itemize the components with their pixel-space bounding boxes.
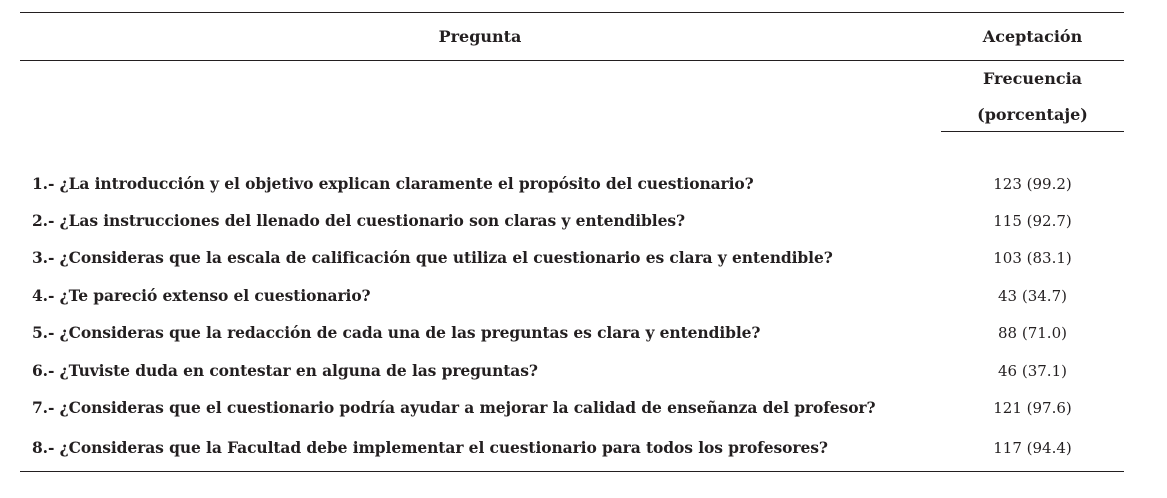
- table-row: [0, 174, 1167, 198]
- acceptance-value: 117 (94.4): [993, 439, 1072, 457]
- table-row: [0, 286, 1167, 310]
- question-text: 4.- ¿Te pareció extenso el cuestionario?: [32, 286, 371, 305]
- acceptance-value: 103 (83.1): [993, 249, 1072, 267]
- question-text: 3.- ¿Consideras que la escala de calificación que utiliza el cuestionario es clara y entendible?: [32, 248, 833, 267]
- acceptance-value: 121 (97.6): [993, 399, 1072, 417]
- header-rule: [20, 60, 1124, 61]
- acceptance-value: 115 (92.7): [993, 212, 1072, 230]
- question-text: 5.- ¿Consideras que la redacción de cada una de las preguntas es clara y entendible?: [32, 323, 761, 342]
- question-text: 6.- ¿Tuviste duda en contestar en alguna de las preguntas?: [32, 361, 538, 380]
- subheader-frequency: Frecuencia: [982, 69, 1083, 88]
- acceptance-value: 123 (99.2): [993, 175, 1072, 193]
- table-bottom-rule: [20, 471, 1124, 472]
- question-text: 7.- ¿Consideras que el cuestionario podría ayudar a mejorar la calidad de enseñanza del profesor?: [32, 398, 876, 417]
- table-row: [0, 248, 1167, 272]
- acceptance-value: 43 (34.7): [998, 287, 1067, 305]
- table-top-rule: [20, 12, 1124, 13]
- acceptance-value: 46 (37.1): [998, 362, 1067, 380]
- question-text: 8.- ¿Consideras que la Facultad debe implementar el cuestionario para todos los profesores?: [32, 438, 828, 457]
- question-text: 2.- ¿Las instrucciones del llenado del cuestionario son claras y entendibles?: [32, 211, 685, 230]
- subheader-percentage: (porcentaje): [977, 105, 1088, 124]
- acceptance-value: 88 (71.0): [998, 324, 1067, 342]
- table-row: [0, 211, 1167, 235]
- table-row: [0, 438, 1167, 462]
- column-header-question: Pregunta: [438, 27, 522, 46]
- table-row: [0, 323, 1167, 347]
- question-text: 1.- ¿La introducción y el objetivo explican claramente el propósito del cuestionario?: [32, 174, 754, 193]
- subheader-rule: [941, 131, 1124, 132]
- table-row: [0, 361, 1167, 385]
- column-header-acceptance: Aceptación: [982, 27, 1083, 46]
- table-row: [0, 398, 1167, 422]
